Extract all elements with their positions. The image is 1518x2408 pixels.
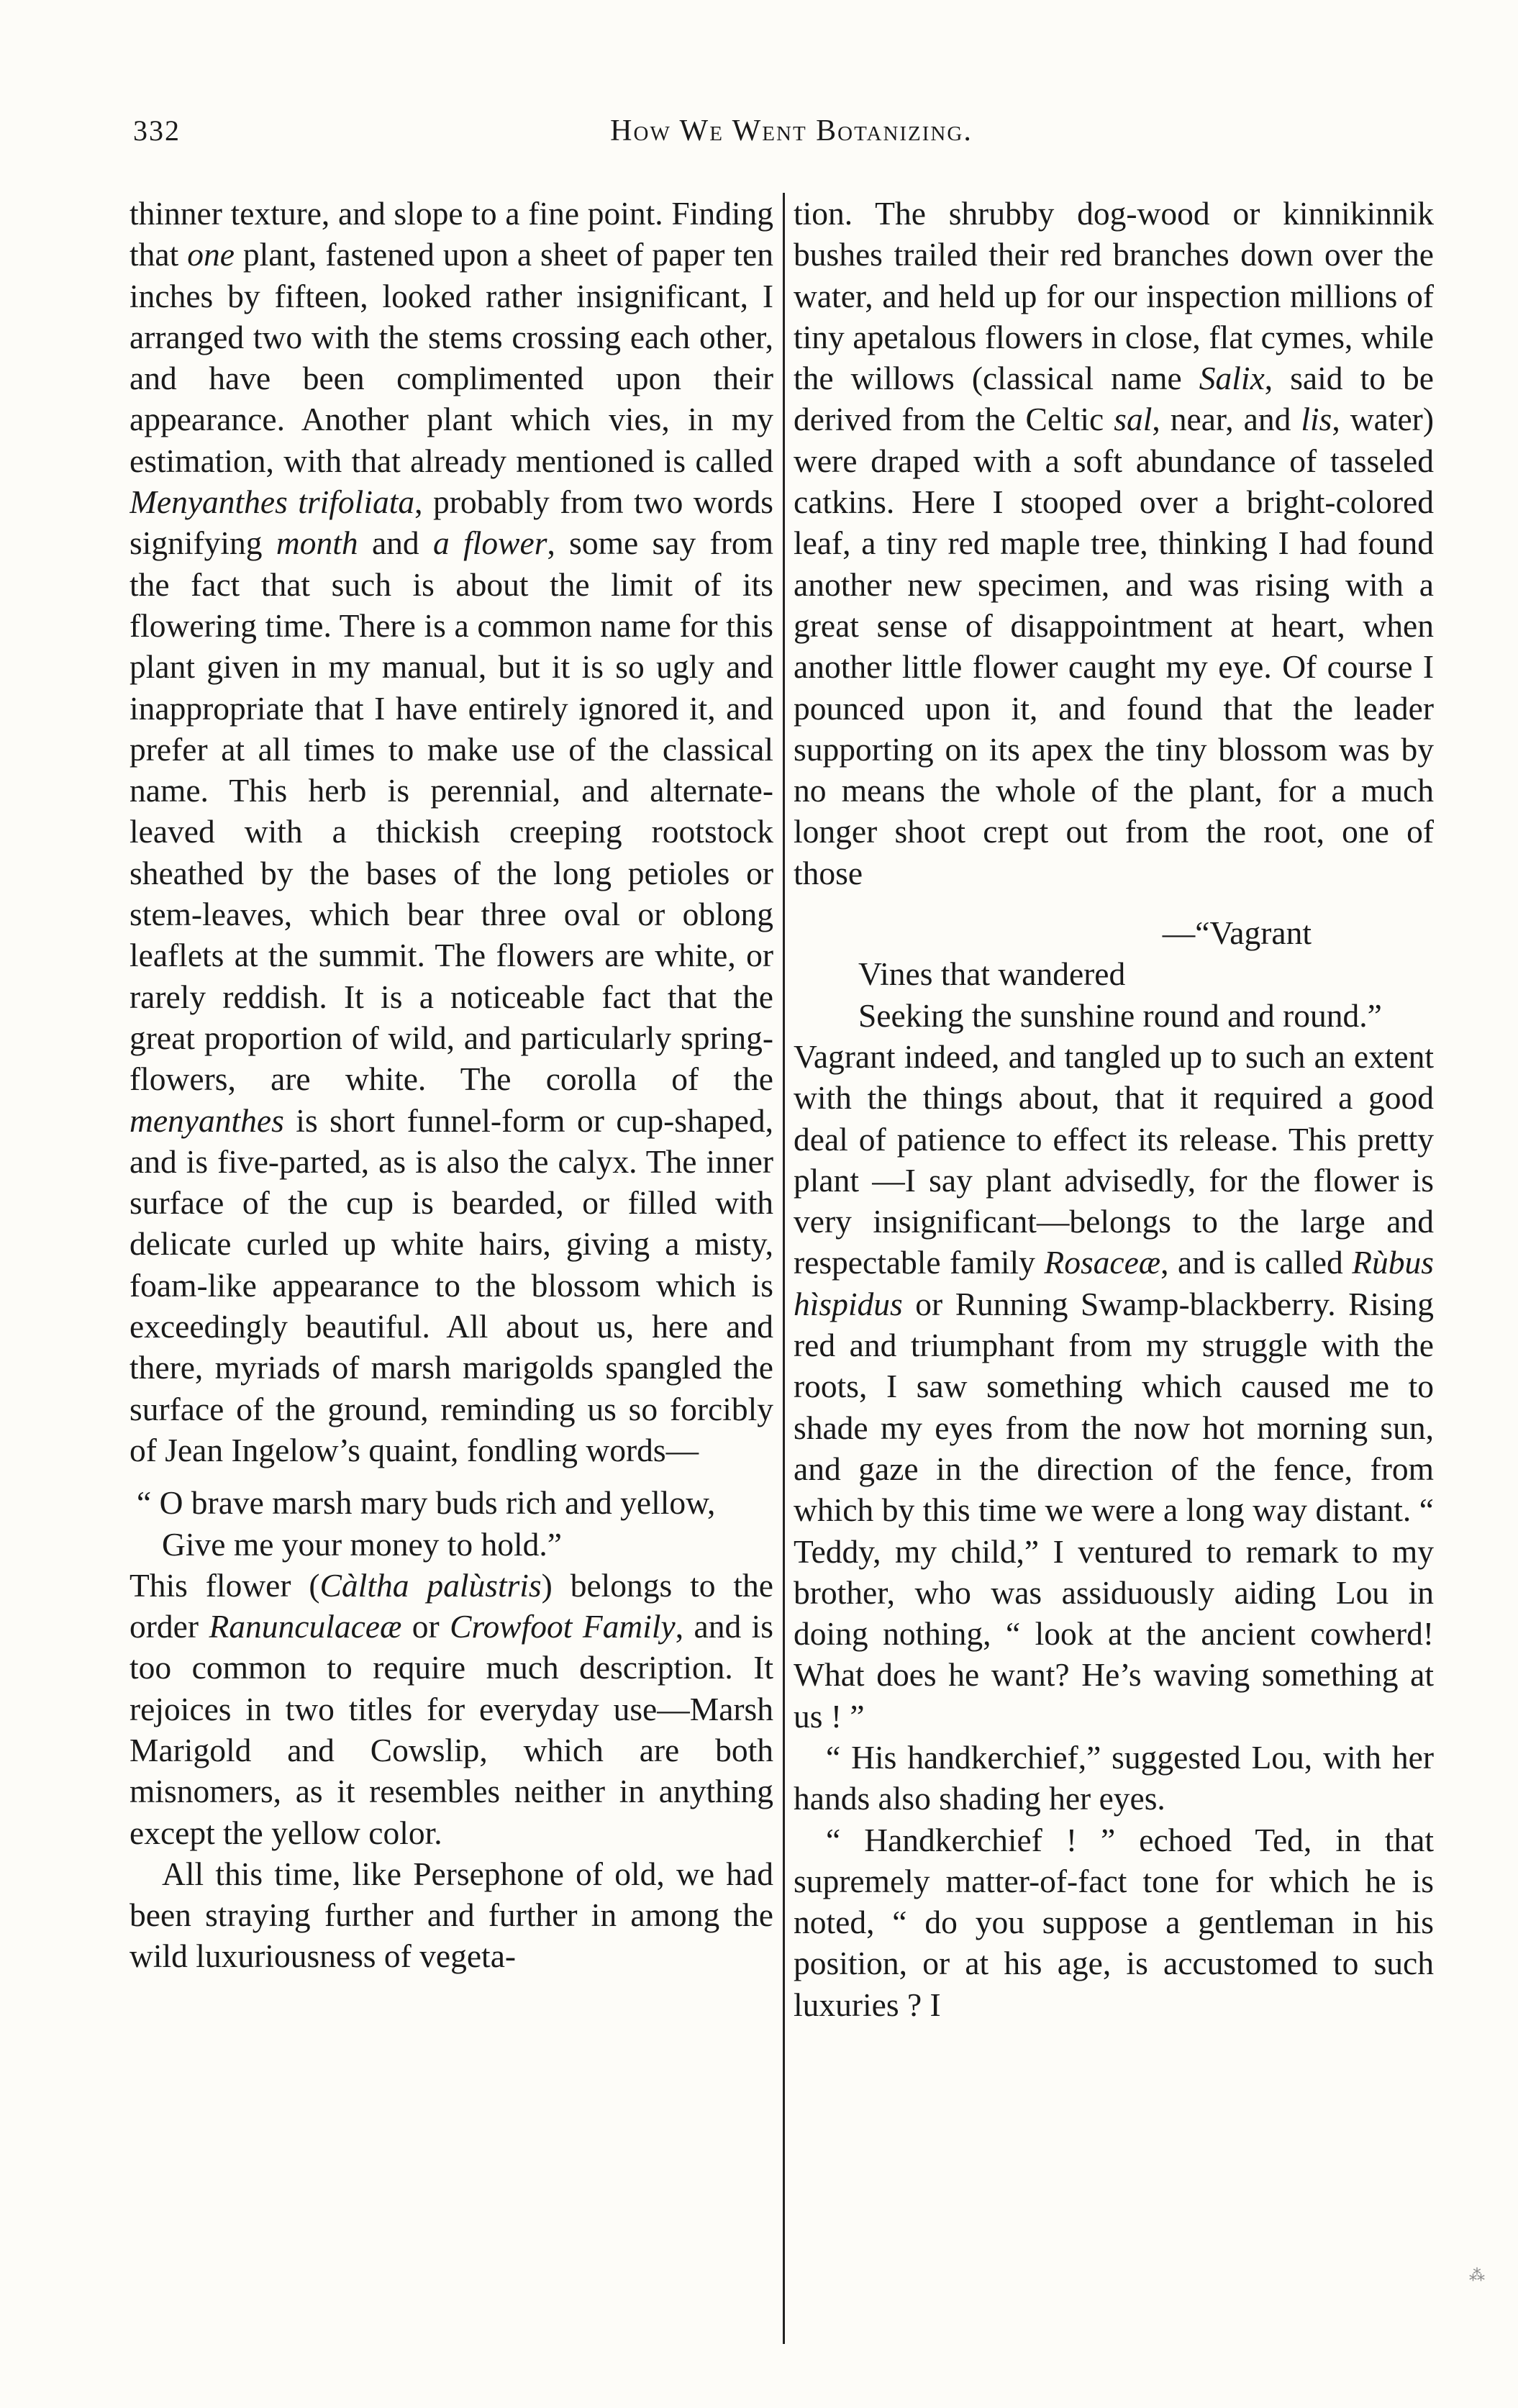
right-paragraph-4: “ Handkerchief ! ” echoed Ted, in that supremely matter-of-fact tone for which he is noted, “ do you suppose a gentleman in his position, or at his age, is accustomed to such luxuries ? I [794, 1821, 1434, 2023]
page-header [133, 114, 1450, 157]
verse-line: Seeking the sunshine round and round.” [858, 996, 1382, 1034]
right-paragraph-2: Vagrant indeed, and tangled up to such an extent with the things about, that it required a good deal of patience to effect its release. This pretty plant —I say plant advisedly, for the flower is very insignificant—belongs to the large and respectable family Rosaceæ, and is called Rùbus hìspidus or Running Swamp-blackberry. Rising red and triumphant from my struggle with the roots, I saw something which caused me to shade my eyes from the now hot morning sun, and gaze in the direction of the fence, from which by this time we were a long way distant. “ Teddy, my child,” I ventured to remark to my brother, who was assiduously aiding Lou in doing nothing, “ look at the ancient cowherd! What does he want? He’s waving something at us ! ” [794, 1037, 1434, 1735]
right-paragraph-1: tion. The shrubby dog-wood or kinnikinnik bushes trailed their red branches down over the water, and held up for our inspection millions of tiny apetalous flowers in close, flat cymes, while the willows (classical name Salix, said to be derived from the Celtic sal, near, and lis, water) were draped with a soft abundance of tasseled catkins. Here I stooped over a bright-colored leaf, a tiny red maple tree, thinking I had found another new specimen, and was rising with a great sense of disappointment at heart, when another little flower caught my eye. Of course I pounced upon it, and found that the leader supporting on its apex the tiny blossom was by no means the whole of the plant, for a much longer shoot crept out from the root, one of those [794, 195, 1434, 891]
page-number: 332 [133, 114, 181, 147]
left-paragraph-2: This flower (Càltha palùstris) belongs to the order Ranunculaceæ or Crowfoot Family, and is too common to require much description. It rejoices in two titles for everyday use—Marsh Marigold and Cowslip, which are both misnomers, as it resembles neither in anything except the yellow color. [129, 1566, 773, 1851]
right-paragraph-3: “ His handkerchief,” suggested Lou, with her hands also shading her eyes. [794, 1738, 1434, 1817]
left-paragraph-3: All this time, like Persephone of old, we had been straying further and further in among the wild luxuriousness of vegeta- [129, 1855, 773, 1975]
running-title: How We Went Botanizing. [610, 114, 973, 147]
left-column [129, 193, 773, 2358]
verse-line: “ O brave marsh mary buds rich and yellow, [137, 1484, 716, 1522]
margin-mark: ⁂ [1469, 2266, 1485, 2284]
right-column [794, 193, 1434, 2358]
column-divider [783, 193, 785, 2344]
left-paragraph-1: thinner texture, and slope to a fine point. Finding that one plant, fastened upon a sheet of paper ten inches by fifteen, looked rather insignificant, I arranged two with the stems crossing each other, and have been complimented upon their appearance. Another plant which vies, in my estimation, with that already mentioned is called Menyanthes trifoliata, probably from two words signifying month and a flower, some say from the fact that such is about the limit of its flowering time. There is a common name for this plant given in my manual, but it is so ugly and inappropriate that I have entirely ignored it, and prefer at all times to make use of the classical name. This herb is perennial, and alternate-leaved with a thickish creeping rootstock sheathed by the bases of the long petioles or stem-leaves, which bear three oval or oblong leaflets at the summit. The flowers are white, or rarely reddish. It is a noticeable fact that the great proportion of wild, and particularly spring-flowers, are white. The corolla of the menyanthes is short funnel-form or cup-shaped, and is five-parted, as is also the calyx. The inner surface of the cup is bearded, or filled with delicate curled up white hairs, giving a misty, foam-like appearance to the blossom which is exceedingly beautiful. All about us, here and there, myriads of marsh marigolds spangled the surface of the ground, reminding us so forcibly of Jean Ingelow’s quaint, fondling words— [129, 195, 773, 1468]
verse-line: —“Vagrant [1162, 914, 1312, 952]
verse-line: Vines that wandered [858, 955, 1126, 993]
verse-line: Give me your money to hold.” [162, 1525, 562, 1563]
